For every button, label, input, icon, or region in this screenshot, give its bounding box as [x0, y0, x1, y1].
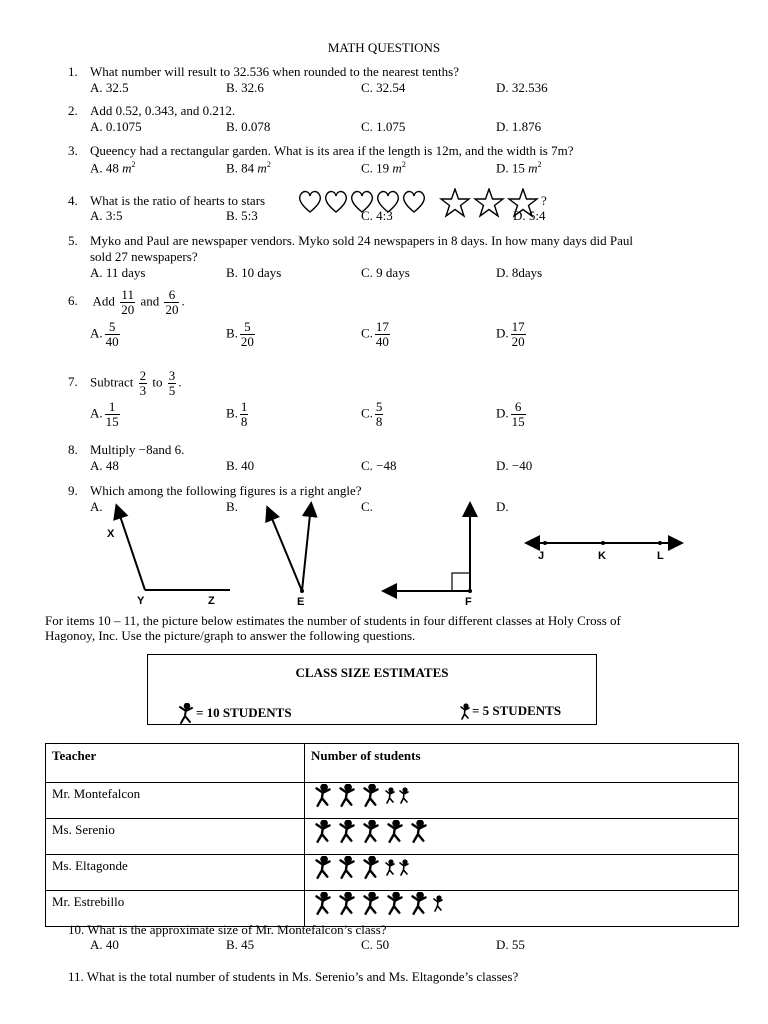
label-x: X [107, 528, 115, 540]
q6-option-b: B. $\frac{5}{20}$ [226, 319, 254, 349]
student-figure-big-icon [335, 892, 359, 916]
fraction: $\frac{3}{5}$ [168, 368, 176, 398]
q3-option-c: C. 19 $m^2$ [361, 160, 406, 176]
q7-option-d: D. $\frac{6}{15}$ [496, 399, 525, 429]
header-teacher: Teacher [46, 744, 305, 783]
star-icon [441, 189, 469, 216]
q6-option-a: A. $\frac{5}{40}$ [90, 319, 119, 349]
student-figure-small-icon [383, 858, 397, 878]
student-figure-small-icon [397, 786, 411, 806]
legend-title: CLASS SIZE ESTIMATES [295, 665, 449, 680]
q2-option-a: A. 0.1075 [90, 119, 142, 134]
student-figure-big-icon [383, 820, 407, 844]
student-figure-big-icon [335, 820, 359, 844]
student-figure-big-icon [407, 820, 431, 844]
q8-option-d: D. −40 [496, 458, 533, 473]
label-z: Z [208, 595, 215, 607]
heart-icon [300, 192, 321, 212]
q6-option-d: D. $\frac{17}{20}$ [496, 319, 525, 349]
question-11: 11. What is the total number of students in Ms. Serenio’s and Ms. Eltagonde’s classes? [68, 969, 519, 984]
teacher-cell: Ms. Serenio [46, 819, 305, 855]
figure-b-ray-2 [302, 505, 311, 591]
label-e: E [297, 596, 305, 608]
student-figure-big-icon [359, 856, 383, 880]
q8-option-c: C. −48 [361, 458, 397, 473]
q9-option-c: C. [361, 499, 373, 514]
question-2: 2. Add 0.52, 0.343, and 0.212. [68, 103, 236, 118]
table-row [46, 819, 739, 855]
q2-option-d: D. 1.876 [496, 119, 542, 134]
q9-option-a: A. [90, 499, 103, 514]
q2-option-b: B. 0.078 [226, 119, 271, 134]
fraction: $\frac{2}{3}$ [139, 368, 147, 398]
question-5: 5. Myko and Paul are newspaper vendors. Myko sold 24 newspapers in 8 days. In how many days did Paul [68, 233, 634, 248]
q2-option-c: C. 1.075 [361, 119, 406, 134]
question-9: 9. Which among the following figures is a right angle? [68, 483, 362, 498]
table-row [46, 783, 739, 819]
q5-option-d: D. 8days [496, 265, 543, 280]
student-figure-small-icon [431, 894, 445, 914]
question-8: 8. Multiply −8and 6. [68, 442, 185, 457]
question-1: 1. What number will result to 32.536 when rounded to the nearest tenths? [68, 64, 459, 79]
label-f: F [465, 596, 472, 608]
q4-question-mark: ? [541, 193, 547, 208]
figure-b-ray-1 [268, 509, 302, 591]
pictograph-cell [305, 819, 739, 855]
q1-option-a: A. 32.5 [90, 80, 129, 95]
legend-key-big: = 10 STUDENTS [176, 703, 292, 725]
q7-option-c: C. $\frac{5}{8}$ [361, 399, 383, 429]
student-figure-big-icon [407, 892, 431, 916]
question-4: 4. What is the ratio of hearts to stars [68, 193, 266, 208]
student-figure-small-icon [397, 858, 411, 878]
page-title: MATH QUESTIONS [327, 40, 441, 55]
student-figure-big-icon [335, 856, 359, 880]
header-number-of-students: Number of students [305, 744, 739, 783]
q3-option-b: B. 84 $m^2$ [226, 160, 271, 176]
q5-option-b: B. 10 days [226, 265, 282, 280]
teacher-cell: Mr. Estrebillo [46, 891, 305, 927]
pictograph-table [45, 743, 739, 927]
student-figure-big-icon [311, 892, 335, 916]
label-y: Y [137, 595, 145, 607]
intro-text-line2: Hagonoy, Inc. Use the picture/graph to answer the following questions. [45, 628, 416, 643]
q5-option-c: C. 9 days [361, 265, 410, 280]
figure-a-ray-x [117, 507, 145, 590]
q8-option-a: A. 48 [90, 458, 119, 473]
label-j: J [538, 550, 545, 562]
student-figure-big-icon [359, 820, 383, 844]
table-row [46, 855, 739, 891]
legend-key-small: = 5 STUDENTS [458, 703, 561, 721]
q1-option-d: D. 32.536 [496, 80, 548, 95]
teacher-cell: Mr. Montefalcon [46, 783, 305, 819]
fraction: $\frac{6}{20}$ [165, 287, 179, 317]
fraction: $\frac{11}{20}$ [121, 287, 135, 317]
q6-option-c: C. $\frac{17}{40}$ [361, 319, 389, 349]
q3-option-a: A. 48 $m^2$ [90, 160, 136, 176]
q4-option-d: D. 5:4 [513, 208, 546, 223]
legend-box [147, 654, 597, 725]
teacher-cell: Ms. Eltagonde [46, 855, 305, 891]
student-figure-small-icon [383, 786, 397, 806]
student-figure-big-icon [359, 892, 383, 916]
q5-option-a: A. 11 days [90, 265, 146, 280]
q4-option-b: B. 5:3 [226, 208, 258, 223]
label-l: L [657, 550, 664, 562]
angle-figures [0, 495, 768, 610]
q7-option-b: B. $\frac{1}{8}$ [226, 399, 248, 429]
q9-option-d: D. [496, 499, 509, 514]
student-figure-big-icon [335, 784, 359, 808]
question-10: 10. What is the approximate size of Mr. Montefalcon’s class? [68, 922, 387, 937]
q1-option-b: B. 32.6 [226, 80, 264, 95]
question-6: 6. Add $\frac{11}{20}$ and $\frac{6}{20}$ . [68, 287, 185, 317]
q1-option-c: C. 32.54 [361, 80, 406, 95]
label-k: K [598, 550, 606, 562]
q4-option-a: A. 3:5 [90, 208, 123, 223]
student-figure-big-icon [383, 892, 407, 916]
intro-text-line1: For items 10 – 11, the picture below estimates the number of students in four different classes at Holy Cross of [45, 613, 621, 628]
q4-option-c: C. 4:3 [361, 208, 393, 223]
q10-option-c: C. 50 [361, 937, 390, 952]
pictograph-cell [305, 855, 739, 891]
student-figure-big-icon [176, 703, 196, 725]
q10-option-b: B. 45 [226, 937, 255, 952]
q8-option-b: B. 40 [226, 458, 255, 473]
student-figure-small-icon [458, 703, 472, 721]
student-figure-big-icon [311, 856, 335, 880]
q10-option-d: D. 55 [496, 937, 525, 952]
student-figure-big-icon [311, 820, 335, 844]
q10-option-a: A. 40 [90, 937, 119, 952]
q7-option-a: A. $\frac{1}{15}$ [90, 399, 119, 429]
question-5-line2: sold 27 newspapers? [90, 249, 198, 264]
q9-option-b: B. [226, 499, 238, 514]
q3-option-d: D. 15 $m^2$ [496, 160, 542, 176]
star-icon [475, 189, 503, 216]
heart-icon [404, 192, 425, 212]
student-figure-big-icon [359, 784, 383, 808]
right-angle-marker [452, 573, 470, 591]
question-3: 3. Queency had a rectangular garden. What is its area if the length is 12m, and the width is 7m? [68, 143, 574, 158]
pictograph-cell [305, 783, 739, 819]
heart-icon [326, 192, 347, 212]
student-figure-big-icon [311, 784, 335, 808]
question-7: 7. Subtract $\frac{2}{3}$ to $\frac{3}{5}$ . [68, 368, 182, 398]
